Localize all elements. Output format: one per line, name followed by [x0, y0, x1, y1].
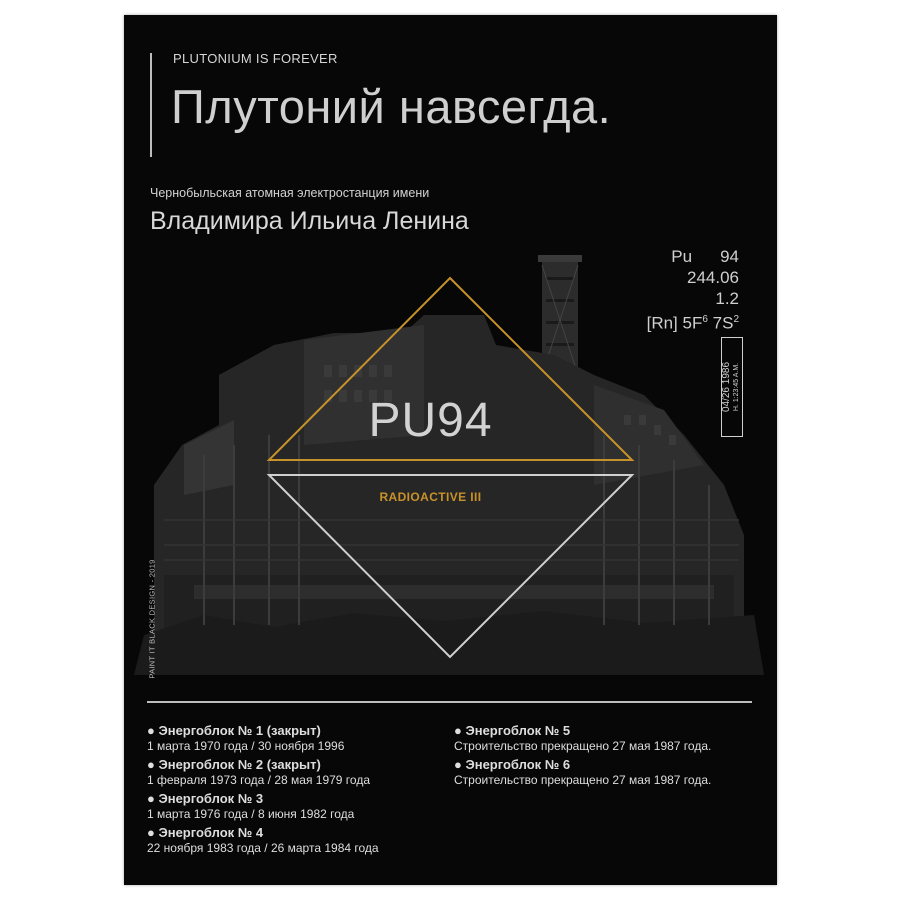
design-credit: PAINT IT BLACK DESIGN - 2019	[147, 559, 157, 679]
element-number: 94	[720, 247, 739, 266]
list-item: ● Энергоблок № 1 (закрыт) 1 марта 1970 года / 30 ноября 1996	[147, 723, 345, 753]
element-mass: 244.06	[687, 268, 739, 287]
units-list-right	[454, 723, 711, 791]
headline: Плутоний навсегда.	[171, 80, 612, 133]
element-code: PU94	[368, 394, 493, 447]
event-time: H. 1:23:45 A.M.	[733, 362, 740, 412]
element-configuration: [Rn] $5F^6$ $7S^2$	[646, 313, 739, 333]
station-name: Владимира Ильича Ленина	[150, 207, 469, 235]
station-subtitle: Чернобыльская атомная электростанция имени	[150, 186, 430, 200]
kicker-text: PLUTONIUM IS FOREVER	[173, 51, 338, 66]
units-list-left	[147, 723, 379, 859]
list-item: ● Энергоблок № 5 Строительство прекращено 27 мая 1987 года.	[454, 723, 712, 753]
divider	[147, 701, 752, 703]
radioactive-label: RADIOACTIVE III	[379, 490, 482, 504]
list-item: ● Энергоблок № 2 (закрыт) 1 февраля 1973 года / 28 мая 1979 года	[147, 757, 371, 787]
event-date: 04/26 1986	[721, 361, 732, 413]
title-accent-bar	[150, 53, 152, 157]
list-item: ● Энергоблок № 6 Строительство прекращено 27 мая 1987 года.	[454, 757, 712, 787]
poster	[124, 15, 777, 885]
list-item: ● Энергоблок № 4 22 ноября 1983 года / 26 марта 1984 года	[147, 825, 379, 855]
element-value: 1.2	[715, 289, 739, 308]
list-item: ● Энергоблок № 3 1 марта 1976 года / 8 июня 1982 года	[147, 791, 355, 821]
element-symbol: Pu	[671, 247, 693, 266]
element-info	[647, 246, 739, 334]
